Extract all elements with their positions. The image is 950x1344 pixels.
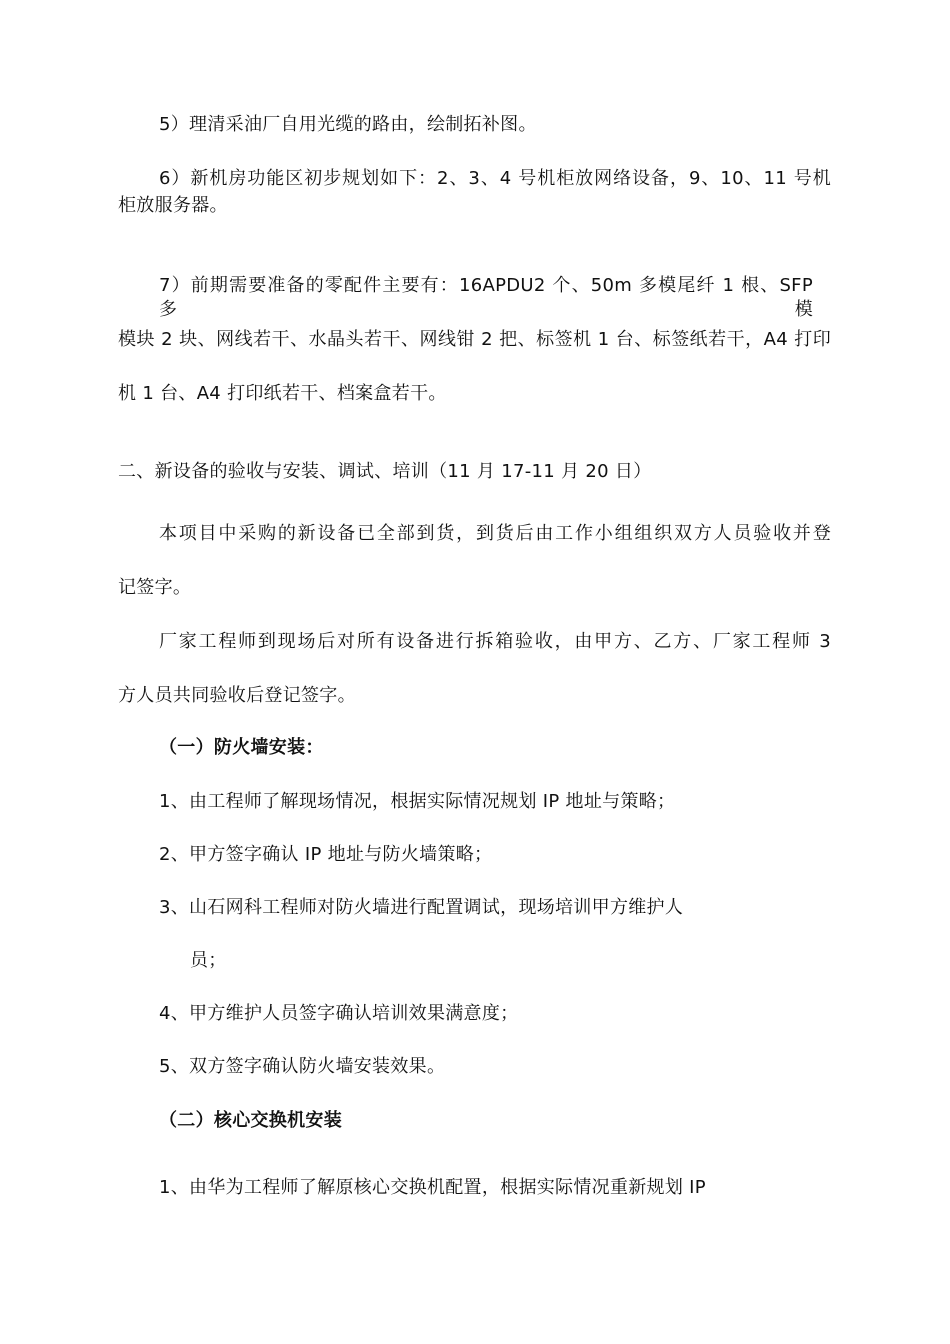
firewall-step-4: 4、甲方维护人员签字确认培训效果满意度； <box>159 1003 519 1024</box>
core-switch-step-1: 1、由华为工程师了解原核心交换机配置，根据实际情况重新规划 IP <box>159 1177 706 1198</box>
paragraph-unboxing-line-1: 厂家工程师到现场后对所有设备进行拆箱验收，由甲方、乙方、厂家工程师 3 <box>159 631 831 652</box>
paragraph-item-6-line-1: 6）新机房功能区初步规划如下：2、3、4 号机柜放网络设备，9、10、11 号机 <box>159 168 831 189</box>
section-heading-2: 二、新设备的验收与安装、调试、培训（11 月 17-11 月 20 日） <box>118 461 652 482</box>
subheading-core-switch-install: （二）核心交换机安装 <box>159 1110 342 1131</box>
paragraph-item-7-line-1: 7）前期需要准备的零配件主要有：16APDU2 个、50m 多模尾纤 1 根、SFP 多模 <box>159 275 813 320</box>
paragraph-acceptance-line-2: 记签字。 <box>118 577 192 598</box>
firewall-step-3-line-1: 3、山石网科工程师对防火墙进行配置调试，现场培训甲方维护人 <box>159 897 684 918</box>
paragraph-unboxing-line-2: 方人员共同验收后登记签字。 <box>118 685 356 706</box>
paragraph-item-5: 5）理清采油厂自用光缆的路由，绘制拓补图。 <box>159 114 537 135</box>
subheading-firewall-install: （一）防火墙安装： <box>159 737 324 758</box>
paragraph-item-7-line-2: 模块 2 块、网线若干、水晶头若干、网线钳 2 把、标签机 1 台、标签纸若干，A4 打印 <box>118 329 831 350</box>
firewall-step-2: 2、甲方签字确认 IP 地址与防火墙策略； <box>159 844 493 865</box>
paragraph-item-7-line-3: 机 1 台、A4 打印纸若干、档案盒若干。 <box>118 383 447 404</box>
firewall-step-5: 5、双方签字确认防火墙安装效果。 <box>159 1056 446 1077</box>
firewall-step-1: 1、由工程师了解现场情况，根据实际情况规划 IP 地址与策略； <box>159 791 676 812</box>
paragraph-item-6-line-2: 柜放服务器。 <box>118 195 228 216</box>
paragraph-acceptance-line-1: 本项目中采购的新设备已全部到货，到货后由工作小组组织双方人员验收并登 <box>159 523 831 544</box>
firewall-step-3-line-2: 员； <box>190 950 227 971</box>
